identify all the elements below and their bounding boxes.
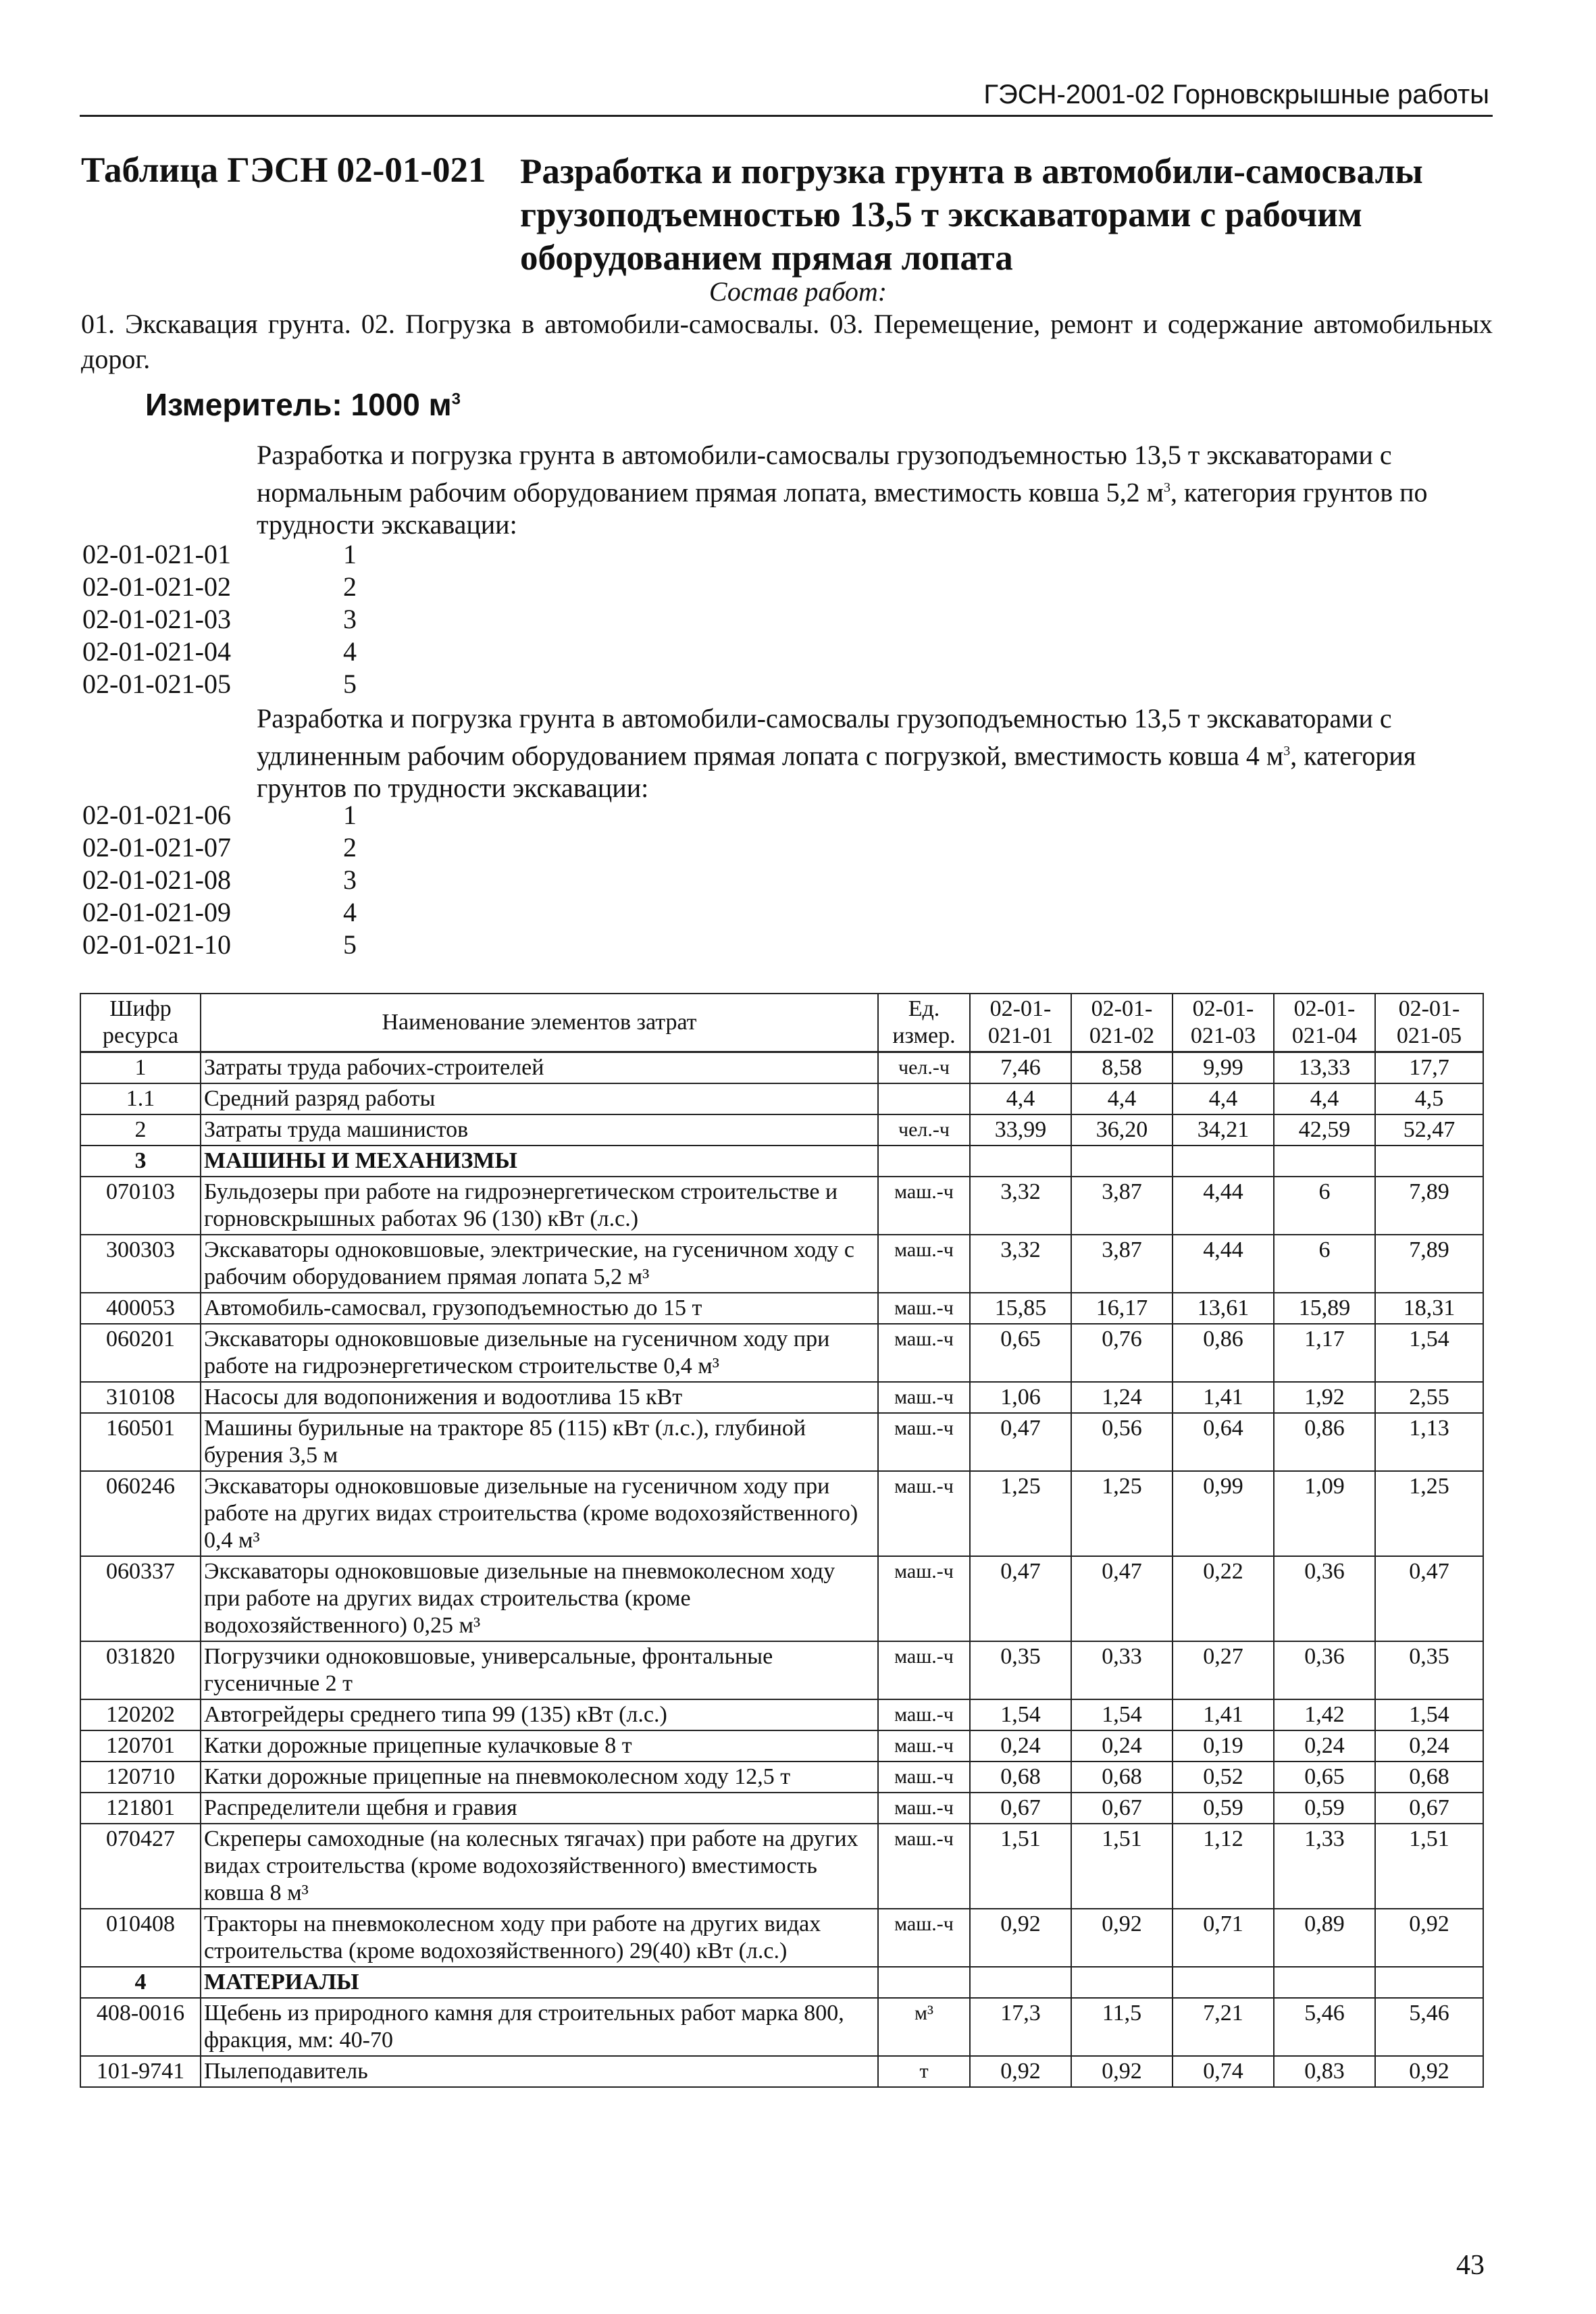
- resource-unit: маш.-ч: [878, 1382, 970, 1413]
- table-row: [80, 1471, 1483, 1556]
- resource-value: 0,35: [1375, 1641, 1483, 1699]
- group1-description: [257, 439, 1472, 541]
- resource-value: 0,86: [1173, 1324, 1274, 1382]
- resource-value: [1071, 1146, 1173, 1177]
- resource-value: 1,92: [1274, 1382, 1375, 1413]
- resource-name: Пылеподавитель: [201, 2056, 878, 2087]
- resource-code: 060337: [80, 1556, 201, 1641]
- resource-value: 1,54: [1071, 1699, 1173, 1730]
- resource-value: 1,54: [970, 1699, 1071, 1730]
- resource-value: 1,41: [1173, 1382, 1274, 1413]
- resource-value: 0,33: [1071, 1641, 1173, 1699]
- resource-value: 7,89: [1375, 1177, 1483, 1235]
- resource-value: 0,92: [1071, 1909, 1173, 1967]
- header-code: Шифр ресурса: [80, 994, 201, 1052]
- resource-value: 0,68: [1375, 1762, 1483, 1793]
- resource-value: 0,86: [1274, 1413, 1375, 1471]
- table-header-row: [80, 994, 1483, 1052]
- resource-unit: [878, 1083, 970, 1114]
- resource-value: [970, 1967, 1071, 1998]
- resource-value: [1173, 1967, 1274, 1998]
- resource-value: 4,44: [1173, 1177, 1274, 1235]
- resource-name: Средний разряд работы: [201, 1083, 878, 1114]
- resource-name: Экскаваторы одноковшовые дизельные на гусеничном ходу при работе на других видах строительства (кроме водохозяйственного) 0,4 м³: [201, 1471, 878, 1556]
- resource-value: 11,5: [1071, 1998, 1173, 2056]
- resource-value: 0,24: [1375, 1730, 1483, 1762]
- resource-value: 1,51: [970, 1824, 1071, 1909]
- resource-value: 0,71: [1173, 1909, 1274, 1967]
- resource-unit: [878, 1967, 970, 1998]
- resource-value: 4,44: [1173, 1235, 1274, 1293]
- page-number: 43: [1456, 2250, 1485, 2281]
- group1-num: 4: [343, 636, 357, 667]
- resource-unit: маш.-ч: [878, 1324, 970, 1382]
- resource-value: 0,27: [1173, 1641, 1274, 1699]
- resource-code: 1.1: [80, 1083, 201, 1114]
- resource-unit: маш.-ч: [878, 1762, 970, 1793]
- resource-name: МАТЕРИАЛЫ: [201, 1967, 878, 1998]
- resource-value: 0,67: [1375, 1793, 1483, 1824]
- resource-name: Автомобиль-самосвал, грузоподъемностью до 15 т: [201, 1293, 878, 1324]
- resource-name: Машины бурильные на тракторе 85 (115) кВт (л.с.), глубиной бурения 3,5 м: [201, 1413, 878, 1471]
- resource-value: 6: [1274, 1235, 1375, 1293]
- resource-value: 8,58: [1071, 1052, 1173, 1084]
- resource-value: 0,83: [1274, 2056, 1375, 2087]
- group2-num: 2: [343, 832, 357, 863]
- resource-value: 0,64: [1173, 1413, 1274, 1471]
- resource-value: 18,31: [1375, 1293, 1483, 1324]
- table-row: [80, 1083, 1483, 1114]
- resource-unit: маш.-ч: [878, 1235, 970, 1293]
- resource-name: Экскаваторы одноковшовые, электрические, на гусеничном ходу с рабочим оборудованием прямая лопата 5,2 м³: [201, 1235, 878, 1293]
- resource-value: 7,89: [1375, 1235, 1483, 1293]
- group1-num: 3: [343, 604, 357, 634]
- resource-value: [1375, 1967, 1483, 1998]
- resource-name: Катки дорожные прицепные кулачковые 8 т: [201, 1730, 878, 1762]
- resource-unit: маш.-ч: [878, 1471, 970, 1556]
- resource-code: 010408: [80, 1909, 201, 1967]
- resource-code: 101-9741: [80, 2056, 201, 2087]
- resource-value: 3,32: [970, 1235, 1071, 1293]
- resource-unit: маш.-ч: [878, 1793, 970, 1824]
- resource-name: Катки дорожные прицепные на пневмоколесном ходу 12,5 т: [201, 1762, 878, 1793]
- group2-text-b: , категория грунтов по трудности экскавации:: [257, 740, 1416, 804]
- group1-num: 5: [343, 669, 357, 699]
- resource-unit: маш.-ч: [878, 1730, 970, 1762]
- resource-unit: маш.-ч: [878, 1293, 970, 1324]
- resource-unit: чел.-ч: [878, 1114, 970, 1146]
- resource-name: Экскаваторы одноковшовые дизельные на гусеничном ходу при работе на гидроэнергетическом строительстве 0,4 м³: [201, 1324, 878, 1382]
- resource-code: 3: [80, 1146, 201, 1177]
- resource-value: 0,36: [1274, 1641, 1375, 1699]
- resource-value: 1,13: [1375, 1413, 1483, 1471]
- resource-code: 060246: [80, 1471, 201, 1556]
- resource-value: 1,51: [1071, 1824, 1173, 1909]
- group2-num: 5: [343, 929, 357, 960]
- group1-code: 02-01-021-05: [82, 669, 231, 699]
- resource-value: 15,89: [1274, 1293, 1375, 1324]
- resource-name: Затраты труда машинистов: [201, 1114, 878, 1146]
- resource-value: 1,41: [1173, 1699, 1274, 1730]
- resource-code: 4: [80, 1967, 201, 1998]
- measure-text: Измеритель: 1000 м: [145, 387, 452, 422]
- works-text: 01. Экскавация грунта. 02. Погрузка в автомобили-самосвалы. 03. Перемещение, ремонт и содержание автомобильных дорог.: [81, 309, 1493, 374]
- resource-value: 13,33: [1274, 1052, 1375, 1084]
- resource-value: 36,20: [1071, 1114, 1173, 1146]
- resource-value: 1,06: [970, 1382, 1071, 1413]
- resource-code: 060201: [80, 1324, 201, 1382]
- measure-sup: 3: [451, 390, 461, 409]
- resource-value: 0,92: [1071, 2056, 1173, 2087]
- header-col: 02-01-021-03: [1173, 994, 1274, 1052]
- table-row: [80, 1730, 1483, 1762]
- resource-name: Погрузчики одноковшовые, универсальные, фронтальные гусеничные 2 т: [201, 1641, 878, 1699]
- resource-value: 17,7: [1375, 1052, 1483, 1084]
- resource-value: 0,24: [970, 1730, 1071, 1762]
- group2-num: 1: [343, 800, 357, 830]
- resource-name: Экскаваторы одноковшовые дизельные на пневмоколесном ходу при работе на других видах строительства (кроме водохозяйственного) 0,25 м³: [201, 1556, 878, 1641]
- resource-value: 0,47: [1071, 1556, 1173, 1641]
- header-col: 02-01-021-05: [1375, 994, 1483, 1052]
- resource-code: 1: [80, 1052, 201, 1084]
- resource-name: МАШИНЫ И МЕХАНИЗМЫ: [201, 1146, 878, 1177]
- group1-code: 02-01-021-04: [82, 636, 231, 667]
- resource-value: 0,92: [1375, 1909, 1483, 1967]
- resource-value: 3,87: [1071, 1235, 1173, 1293]
- resource-value: 0,92: [970, 1909, 1071, 1967]
- resource-value: 4,4: [970, 1083, 1071, 1114]
- resource-name: Распределители щебня и гравия: [201, 1793, 878, 1824]
- resource-value: 1,33: [1274, 1824, 1375, 1909]
- resource-value: 6: [1274, 1177, 1375, 1235]
- works-caption: Состав работ:: [709, 276, 887, 307]
- resource-value: 3,87: [1071, 1177, 1173, 1235]
- resource-value: 0,19: [1173, 1730, 1274, 1762]
- resource-value: 1,25: [970, 1471, 1071, 1556]
- group1-code: 02-01-021-01: [82, 539, 231, 569]
- resource-value: 7,21: [1173, 1998, 1274, 2056]
- resource-value: 7,46: [970, 1052, 1071, 1084]
- resource-value: 17,3: [970, 1998, 1071, 2056]
- resource-value: 1,09: [1274, 1471, 1375, 1556]
- resource-name: Тракторы на пневмоколесном ходу при работе на других видах строительства (кроме водохозяйственного) 29(40) кВт (л.с.): [201, 1909, 878, 1967]
- resource-value: 0,68: [1071, 1762, 1173, 1793]
- resource-unit: т: [878, 2056, 970, 2087]
- resource-code: 160501: [80, 1413, 201, 1471]
- resource-unit: м³: [878, 1998, 970, 2056]
- resource-value: [1274, 1146, 1375, 1177]
- resource-value: 0,47: [970, 1413, 1071, 1471]
- resource-value: 0,65: [970, 1324, 1071, 1382]
- group1-text-b: , категория грунтов по трудности экскавации:: [257, 477, 1428, 540]
- table-row: [80, 1114, 1483, 1146]
- resource-unit: маш.-ч: [878, 1413, 970, 1471]
- resource-code: 2: [80, 1114, 201, 1146]
- resource-code: 121801: [80, 1793, 201, 1824]
- resource-name: Щебень из природного камня для строительных работ марка 800, фракция, мм: 40-70: [201, 1998, 878, 2056]
- group2-code: 02-01-021-06: [82, 800, 231, 830]
- resource-value: [1274, 1967, 1375, 1998]
- resource-value: 0,35: [970, 1641, 1071, 1699]
- table-row: [80, 1293, 1483, 1324]
- resource-name: Затраты труда рабочих-строителей: [201, 1052, 878, 1084]
- resource-code: 070103: [80, 1177, 201, 1235]
- resource-value: 0,56: [1071, 1413, 1173, 1471]
- group2-text-a: Разработка и погрузка грунта в автомобили-самосвалы грузоподъемностью 13,5 т экскаваторами с удлиненным рабочим оборудованием прямая лопата с погрузкой, вместимость ковша 4 м: [257, 703, 1392, 771]
- resource-value: 1,51: [1375, 1824, 1483, 1909]
- resource-code: 120202: [80, 1699, 201, 1730]
- resource-value: 0,52: [1173, 1762, 1274, 1793]
- resource-value: 0,92: [1375, 2056, 1483, 2087]
- resource-value: 1,42: [1274, 1699, 1375, 1730]
- header-col: 02-01-021-02: [1071, 994, 1173, 1052]
- resource-code: 120701: [80, 1730, 201, 1762]
- resource-value: 0,99: [1173, 1471, 1274, 1556]
- resource-value: 16,17: [1071, 1293, 1173, 1324]
- table-title: Разработка и погрузка грунта в автомобили-самосвалы грузоподъемностью 13,5 т экскаваторами с рабочим оборудованием прямая лопата: [520, 152, 1423, 278]
- table-row: [80, 1382, 1483, 1413]
- resource-value: 1,12: [1173, 1824, 1274, 1909]
- table-row: [80, 1641, 1483, 1699]
- group1-text-a: Разработка и погрузка грунта в автомобили-самосвалы грузоподъемностью 13,5 т экскаваторами с нормальным рабочим оборудованием прямая лопата, вместимость ковша 5,2 м: [257, 440, 1392, 508]
- resource-value: 0,24: [1274, 1730, 1375, 1762]
- resource-unit: чел.-ч: [878, 1052, 970, 1084]
- table-row: [80, 1052, 1483, 1084]
- resource-value: 4,4: [1071, 1083, 1173, 1114]
- header-rule: [80, 115, 1493, 117]
- resource-value: [1071, 1967, 1173, 1998]
- resource-value: 0,68: [970, 1762, 1071, 1793]
- resource-unit: маш.-ч: [878, 1177, 970, 1235]
- resource-value: 33,99: [970, 1114, 1071, 1146]
- resource-value: 0,36: [1274, 1556, 1375, 1641]
- resource-value: 5,46: [1274, 1998, 1375, 2056]
- table-row: [80, 1824, 1483, 1909]
- group1-num: 2: [343, 571, 357, 602]
- header-name: Наименование элементов затрат: [201, 994, 878, 1052]
- table-row: [80, 1556, 1483, 1641]
- resource-unit: [878, 1146, 970, 1177]
- resource-value: [1375, 1146, 1483, 1177]
- resource-code: 070427: [80, 1824, 201, 1909]
- resource-value: 42,59: [1274, 1114, 1375, 1146]
- group1-sup: 3: [1163, 480, 1170, 495]
- resource-value: 0,24: [1071, 1730, 1173, 1762]
- resource-name: Насосы для водопонижения и водоотлива 15 кВт: [201, 1382, 878, 1413]
- group2-code: 02-01-021-09: [82, 897, 231, 927]
- resource-code: 031820: [80, 1641, 201, 1699]
- resource-code: 120710: [80, 1762, 201, 1793]
- measure-label: [145, 386, 461, 423]
- resource-value: 52,47: [1375, 1114, 1483, 1146]
- header-col: 02-01-021-04: [1274, 994, 1375, 1052]
- resource-value: 1,24: [1071, 1382, 1173, 1413]
- table-row: [80, 1909, 1483, 1967]
- group2-code: 02-01-021-08: [82, 865, 231, 895]
- resource-value: 4,5: [1375, 1083, 1483, 1114]
- table-row: [80, 1235, 1483, 1293]
- resource-name: Скреперы самоходные (на колесных тягачах) при работе на других видах строительства (кроме водохозяйственного) вместимость ковша 8 м³: [201, 1824, 878, 1909]
- resource-name: Автогрейдеры среднего типа 99 (135) кВт (л.с.): [201, 1699, 878, 1730]
- table-row: [80, 1967, 1483, 1998]
- resource-value: 5,46: [1375, 1998, 1483, 2056]
- table-row: [80, 1762, 1483, 1793]
- group2-code: 02-01-021-10: [82, 929, 231, 960]
- group1-num: 1: [343, 539, 357, 569]
- header-unit: Ед. измер.: [878, 994, 970, 1052]
- resource-value: 2,55: [1375, 1382, 1483, 1413]
- resource-value: 1,54: [1375, 1324, 1483, 1382]
- table-row: [80, 1146, 1483, 1177]
- resource-value: 0,47: [1375, 1556, 1483, 1641]
- resource-value: 4,4: [1173, 1083, 1274, 1114]
- resource-value: 34,21: [1173, 1114, 1274, 1146]
- resource-value: 0,47: [970, 1556, 1071, 1641]
- resource-value: 0,59: [1173, 1793, 1274, 1824]
- table-row: [80, 1324, 1483, 1382]
- table-row: [80, 1177, 1483, 1235]
- table-row: [80, 2056, 1483, 2087]
- group2-code: 02-01-021-07: [82, 832, 231, 863]
- resource-value: 13,61: [1173, 1293, 1274, 1324]
- resource-value: 1,25: [1375, 1471, 1483, 1556]
- table-row: [80, 1793, 1483, 1824]
- resource-value: [970, 1146, 1071, 1177]
- group2-num: 4: [343, 897, 357, 927]
- resource-unit: маш.-ч: [878, 1824, 970, 1909]
- resource-value: 0,67: [1071, 1793, 1173, 1824]
- resource-value: 9,99: [1173, 1052, 1274, 1084]
- group2-sup: 3: [1283, 744, 1291, 759]
- table-row: [80, 1998, 1483, 2056]
- resource-value: 0,92: [970, 2056, 1071, 2087]
- resource-value: 15,85: [970, 1293, 1071, 1324]
- resource-value: 0,67: [970, 1793, 1071, 1824]
- resource-value: 0,59: [1274, 1793, 1375, 1824]
- resource-value: 1,54: [1375, 1699, 1483, 1730]
- table-row: [80, 1699, 1483, 1730]
- group1-code: 02-01-021-03: [82, 604, 231, 634]
- resource-code: 400053: [80, 1293, 201, 1324]
- resource-value: 0,76: [1071, 1324, 1173, 1382]
- header-col: 02-01-021-01: [970, 994, 1071, 1052]
- resource-value: 3,32: [970, 1177, 1071, 1235]
- resource-value: 1,25: [1071, 1471, 1173, 1556]
- resource-unit: маш.-ч: [878, 1909, 970, 1967]
- resource-unit: маш.-ч: [878, 1641, 970, 1699]
- resource-code: 310108: [80, 1382, 201, 1413]
- resource-value: 0,65: [1274, 1762, 1375, 1793]
- table-label: Таблица ГЭСН 02-01-021: [81, 151, 486, 190]
- resource-code: 408-0016: [80, 1998, 201, 2056]
- resource-table: [80, 993, 1484, 2088]
- resource-value: 1,17: [1274, 1324, 1375, 1382]
- resource-unit: маш.-ч: [878, 1699, 970, 1730]
- resource-value: 4,4: [1274, 1083, 1375, 1114]
- resource-value: 0,74: [1173, 2056, 1274, 2087]
- table-row: [80, 1413, 1483, 1471]
- resource-name: Бульдозеры при работе на гидроэнергетическом строительстве и горновскрышных работах 96 (130) кВт (л.с.): [201, 1177, 878, 1235]
- resource-unit: маш.-ч: [878, 1556, 970, 1641]
- group2-num: 3: [343, 865, 357, 895]
- group1-code: 02-01-021-02: [82, 571, 231, 602]
- group2-description: [257, 702, 1472, 804]
- resource-value: [1173, 1146, 1274, 1177]
- resource-code: 300303: [80, 1235, 201, 1293]
- running-header: ГЭСН-2001-02 Горновскрышные работы: [983, 80, 1489, 109]
- resource-value: 0,89: [1274, 1909, 1375, 1967]
- resource-value: 0,22: [1173, 1556, 1274, 1641]
